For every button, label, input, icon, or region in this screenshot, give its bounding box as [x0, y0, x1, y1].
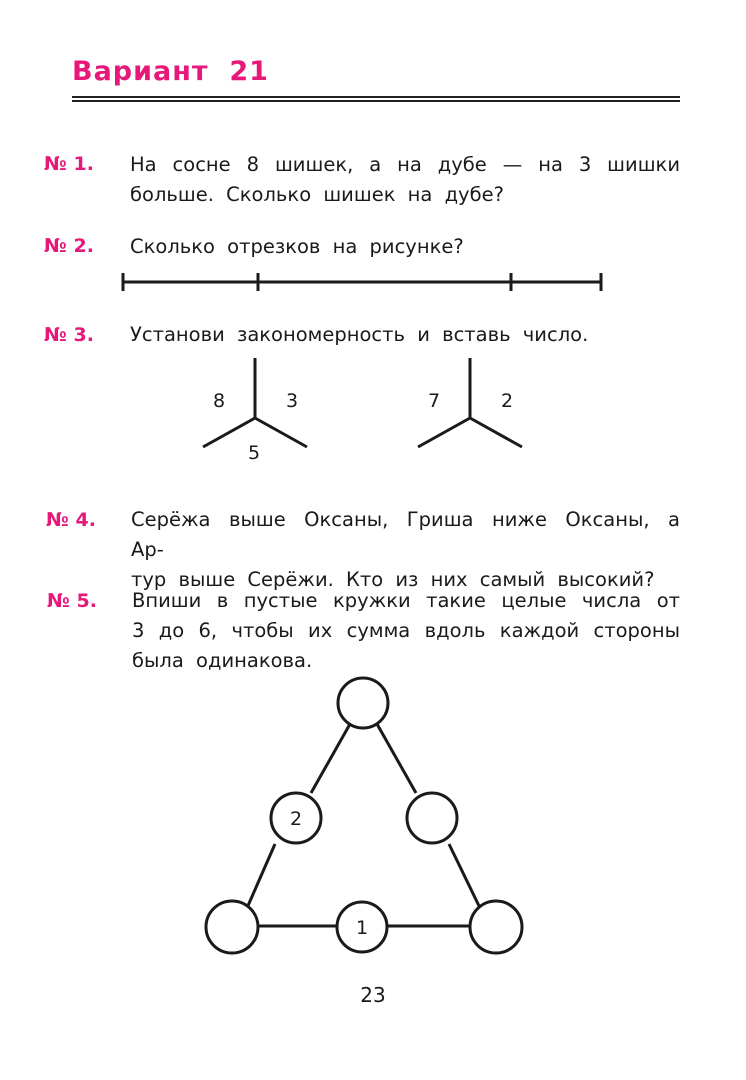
- circle-right-middle[interactable]: [407, 793, 457, 843]
- problem-3-line-1: Установи закономерность и вставь число.: [130, 323, 589, 346]
- circle-left-middle-value: 2: [289, 808, 303, 830]
- problem-4-line-2: тур выше Серёжи. Кто из них самый высокий?: [131, 568, 655, 591]
- triangle-edge-left-lower: [247, 844, 275, 908]
- page-number: 23: [360, 983, 386, 1007]
- right-figure-left-branch: [418, 418, 470, 447]
- circle-bottom-middle-value: 1: [355, 917, 369, 939]
- problem-3-number: № 3.: [44, 324, 94, 346]
- problem-4-number: № 4.: [46, 509, 96, 531]
- problem-5-number: № 5.: [47, 590, 97, 612]
- right-figure-right-number: 2: [500, 390, 514, 412]
- right-figure-left-number: 7: [427, 390, 441, 412]
- left-figure-left-number: 8: [212, 390, 226, 412]
- problem-2-number: № 2.: [44, 235, 94, 257]
- problem-1-number: № 1.: [44, 153, 94, 175]
- right-figure-right-branch: [470, 418, 522, 447]
- triangle-edge-right-upper: [377, 724, 416, 793]
- problem-5-line-3: была одинакова.: [132, 649, 313, 672]
- left-figure-right-branch: [255, 418, 307, 447]
- problem-4-line-1: Серёжа выше Оксаны, Гриша ниже Оксаны, а Ар-: [131, 508, 680, 561]
- circle-bottom-left[interactable]: [206, 901, 258, 953]
- circle-bottom-right[interactable]: [470, 901, 522, 953]
- page-title: Вариант 21: [72, 56, 269, 87]
- triangle-edge-left-upper: [311, 724, 350, 793]
- circle-top[interactable]: [338, 678, 388, 728]
- problem-1-line-2: больше. Сколько шишек на дубе?: [130, 183, 504, 206]
- problem-1-line-1: На сосне 8 шишек, а на дубе — на 3 шишки: [130, 153, 680, 176]
- segments-figure: [123, 273, 601, 291]
- triangle-edge-right-lower: [449, 844, 480, 908]
- problem-5-line-2: 3 до 6, чтобы их сумма вдоль каждой стороны: [132, 619, 680, 642]
- left-figure-bottom-number: 5: [247, 442, 261, 464]
- problem-2-line-1: Сколько отрезков на рисунке?: [130, 235, 464, 258]
- left-figure-right-number: 3: [285, 390, 299, 412]
- problem-5-line-1: Впиши в пустые кружки такие целые числа от: [132, 589, 680, 612]
